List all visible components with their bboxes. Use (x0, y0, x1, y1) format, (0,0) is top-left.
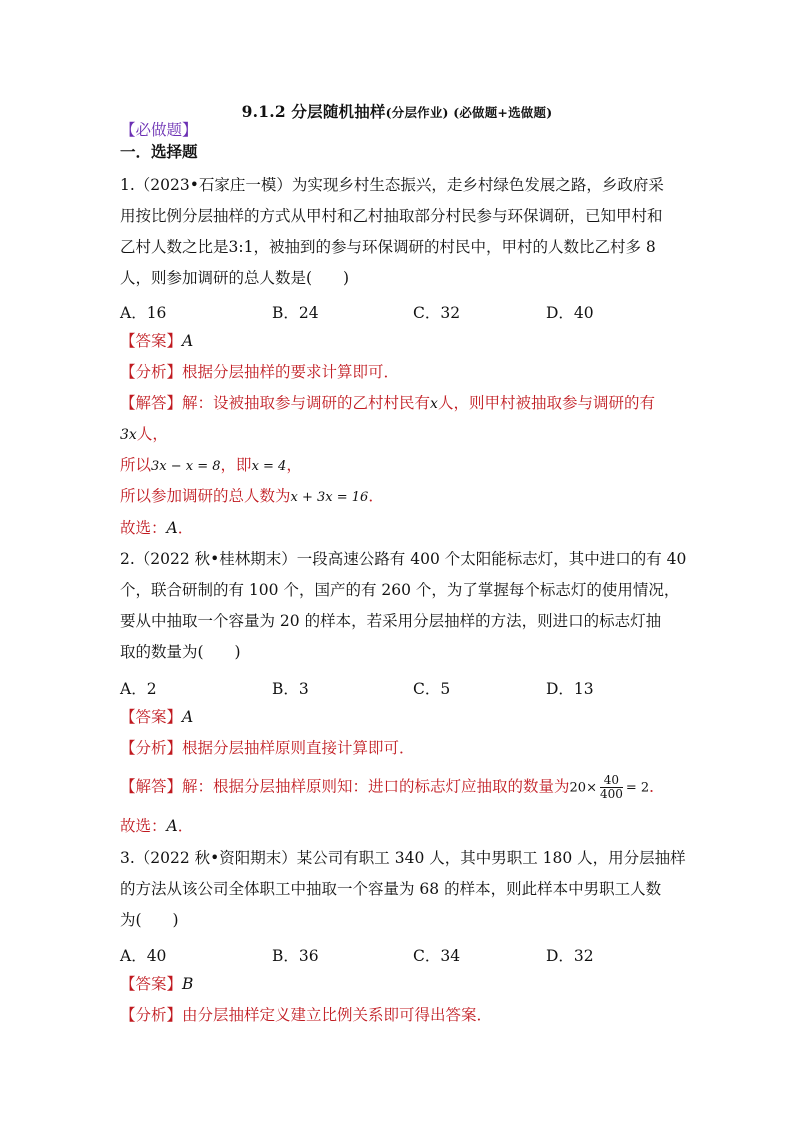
solution-tag: 【解答】 (120, 777, 183, 796)
q2-answer (120, 707, 193, 727)
q2-choose (120, 816, 193, 836)
answer-value: A (182, 708, 194, 726)
q1-option-b: B．24 (272, 304, 319, 322)
solution-end: ． (649, 777, 665, 796)
solution-text-2: 人，则甲村被抽取参与调研的有 (437, 394, 655, 412)
solution-text: 解：根据分层抽样原则知：进口的标志灯应抽取的数量为 (182, 777, 570, 796)
step-mid: ，即 (220, 456, 252, 474)
section-tag: 【必做题】 (120, 121, 198, 139)
analysis-tag: 【分析】 (120, 363, 183, 381)
section-heading: 一．选择题 (120, 142, 198, 161)
frac-suffix: = 2 (625, 780, 650, 796)
math-x: x (430, 396, 438, 412)
analysis-text: 由分层抽样定义建立比例关系即可得出答案． (182, 1006, 493, 1024)
step-math-2: x = 4 (251, 459, 287, 474)
q1-line-1: 1.（2023•石家庄一模）为实现乡村生态振兴，走乡村绿色发展之路，乡政府采 (120, 176, 664, 194)
q1-choose (120, 518, 193, 538)
q1-option-a: A．16 (120, 304, 167, 322)
answer-tag: 【答案】 (120, 708, 183, 726)
q2-solution (120, 774, 665, 801)
step-math: 3x − x = 8 (151, 459, 221, 474)
fraction (600, 774, 623, 801)
step-end: ， (286, 456, 302, 474)
analysis-text: 根据分层抽样原则直接计算即可． (182, 739, 415, 757)
solution-tag: 【解答】 (120, 394, 183, 412)
q3-option-c: C．34 (413, 947, 461, 965)
solution-text-3: 人， (136, 425, 168, 443)
choose-label: 故选： (120, 519, 167, 537)
q2-option-b: B．3 (272, 680, 309, 698)
q3-line-1: 3.（2022 秋•资阳期末）某公司有职工 340 人，其中男职工 180 人，用分层抽样 (120, 849, 686, 867)
q2-option-c: C．5 (413, 680, 451, 698)
q3-analysis (120, 1005, 492, 1025)
q1-option-c: C．32 (413, 304, 461, 322)
q2-line-4: 取的数量为( ) (120, 643, 241, 661)
answer-tag: 【答案】 (120, 332, 183, 350)
q3-answer (120, 974, 193, 994)
q2-option-d: D．13 (546, 680, 594, 698)
q1-step-1 (120, 455, 302, 477)
q1-option-d: D．40 (546, 304, 594, 322)
math-3x: 3x (120, 427, 137, 443)
q3-option-b: B．36 (272, 947, 319, 965)
page-title (0, 100, 794, 122)
q1-answer (120, 331, 193, 351)
analysis-tag: 【分析】 (120, 1006, 183, 1024)
q2-line-1: 2.（2022 秋•桂林期末）一段高速公路有 400 个太阳能标志灯，其中进口的有 40 (120, 550, 687, 568)
q3-option-d: D．32 (546, 947, 594, 965)
title-main: 9.1.2 分层随机抽样 (241, 102, 386, 121)
q3-options (120, 944, 680, 964)
q1-analysis (120, 362, 399, 382)
q1-solution-line-1 (120, 393, 655, 414)
q1-line-2: 用按比例分层抽样的方式从甲村和乙村抽取部分村民参与环保调研，已知甲村和 (120, 207, 663, 225)
q3-line-2: 的方法从该公司全体职工中抽取一个容量为 68 的样本，则此样本中男职工人数 (120, 880, 662, 898)
q2-option-a: A．2 (120, 680, 157, 698)
solution-text: 解：设被抽取参与调研的乙村村民有 (182, 394, 431, 412)
fraction-numerator: 40 (600, 774, 623, 788)
answer-value: B (182, 975, 194, 993)
q2-line-3: 要从中抽取一个容量为 20 的样本，若采用分层抽样的方法，则进口的标志灯抽 (120, 612, 662, 630)
q1-solution-line-2 (120, 424, 168, 445)
q2-analysis (120, 738, 415, 758)
q1-step-2 (120, 486, 384, 508)
fraction-denominator: 400 (599, 787, 623, 801)
answer-tag: 【答案】 (120, 975, 183, 993)
analysis-tag: 【分析】 (120, 739, 183, 757)
choose-end: ． (177, 519, 194, 537)
choose-end: ． (177, 817, 194, 835)
choose-letter: A (166, 817, 178, 835)
q3-option-a: A．40 (120, 947, 167, 965)
choose-letter: A (166, 519, 178, 537)
analysis-text: 根据分层抽样的要求计算即可． (182, 363, 400, 381)
step-prefix: 所以参加调研的总人数为 (120, 487, 291, 505)
q2-options (120, 677, 680, 697)
step-math: x + 3x = 16 (290, 490, 369, 505)
q2-line-2: 个，联合研制的有 100 个，国产的有 260 个，为了掌握每个标志灯的使用情况， (120, 581, 680, 599)
q1-line-3: 乙村人数之比是3:1，被抽到的参与环保调研的村民中，甲村的人数比乙村多 8 (120, 238, 656, 256)
step-end: ． (368, 487, 384, 505)
choose-label: 故选： (120, 817, 167, 835)
title-sub: (分层作业) (必做题+选做题) (385, 105, 553, 120)
step-prefix: 所以 (120, 456, 152, 474)
q1-options (120, 301, 680, 321)
q3-line-3: 为( ) (120, 911, 179, 929)
answer-value: A (182, 332, 194, 350)
q1-line-4: 人，则参加调研的总人数是( ) (120, 269, 350, 287)
frac-prefix: 20× (569, 780, 597, 796)
